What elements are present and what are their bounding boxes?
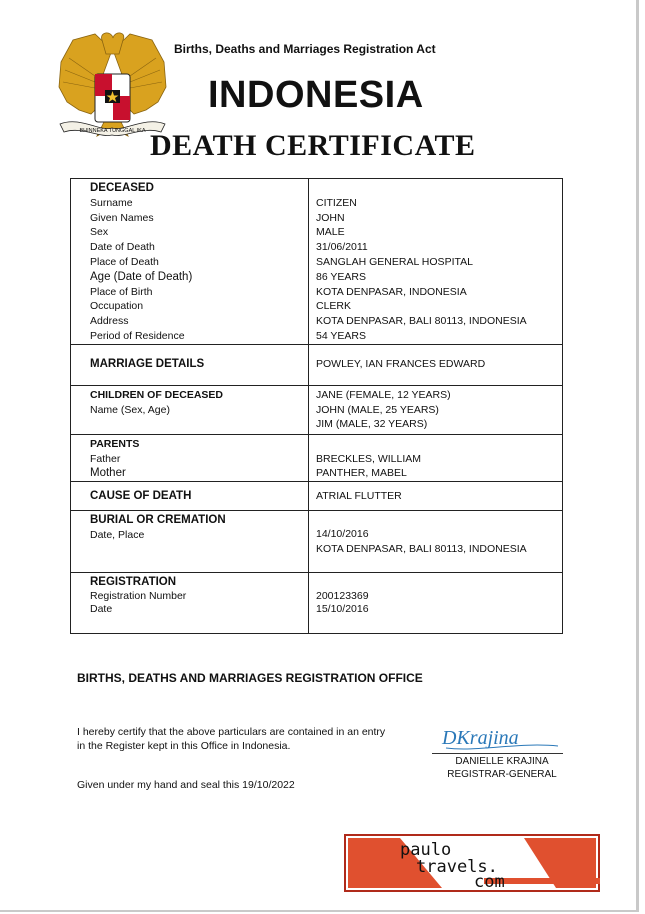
registrar-signature (438, 722, 563, 756)
paulo-travels-watermark (344, 834, 600, 892)
deceased-heading: DECEASED (90, 182, 154, 194)
sex-label: Sex (90, 226, 109, 239)
watermark-line-2: travels. (416, 857, 498, 877)
child-2-value: JOHN (MALE, 25 YEARS) (316, 403, 439, 416)
burial-place-value: KOTA DENPASAR, BALI 80113, INDONESIA (316, 542, 527, 555)
act-title: Births, Deaths and Marriages Registration Act (174, 42, 436, 56)
deceased-section (71, 179, 563, 345)
surname-label: Surname (90, 196, 133, 209)
signature-line (432, 753, 563, 754)
place-of-death-label: Place of Death (90, 255, 159, 268)
watermark-line-3: com (474, 872, 505, 892)
registrar-title: REGISTRAR-GENERAL (447, 769, 557, 780)
cause-value: ATRIAL FLUTTER (316, 489, 402, 502)
father-value: BRECKLES, WILLIAM (316, 452, 422, 465)
certificate-table (70, 178, 563, 634)
occupation-label: Occupation (90, 300, 144, 313)
age-label: Age (Date of Death) (90, 270, 193, 283)
children-heading: CHILDREN OF DECEASED (90, 388, 224, 401)
marriage-heading: MARRIAGE DETAILS (90, 358, 205, 371)
registrar-name: DANIELLE KRAJINA (455, 756, 549, 767)
date-of-death-value: 31/06/2011 (316, 241, 368, 254)
marriage-section (71, 344, 563, 385)
burial-section (71, 511, 563, 573)
parents-section (71, 434, 563, 481)
children-label: Name (Sex, Age) (90, 403, 170, 416)
child-1-value: JANE (FEMALE, 12 YEARS) (316, 388, 451, 401)
emblem-motto: BHINNEKA TUNGGAL IKA (79, 128, 146, 134)
watermark-line-1: paulo (400, 840, 452, 860)
mother-label: Mother (90, 467, 126, 480)
date-of-death-label: Date of Death (90, 241, 155, 254)
registration-date-value: 15/10/2016 (316, 603, 369, 616)
period-of-residence-value: 54 YEARS (316, 329, 367, 342)
sex-value: MALE (316, 226, 345, 239)
given-names-label: Given Names (90, 211, 154, 224)
registration-heading: REGISTRATION (90, 576, 177, 589)
burial-heading: BURIAL OR CREMATION (90, 514, 226, 527)
registration-date-label: Date (90, 603, 113, 616)
registration-number-value: 200123369 (316, 589, 369, 602)
address-label: Address (90, 315, 129, 328)
certification-line-2: in the Register kept in this Office in Indonesia. (77, 740, 291, 752)
child-3-value: JIM (MALE, 32 YEARS) (316, 418, 428, 431)
burial-date-value: 14/10/2016 (316, 528, 369, 541)
cause-section (71, 482, 563, 511)
registration-office-heading: BIRTHS, DEATHS AND MARRIAGES REGISTRATION OFFICE (77, 671, 423, 685)
document-title: DEATH CERTIFICATE (150, 129, 476, 162)
certification-line-1: I hereby certify that the above particulars are contained in an entry (77, 726, 386, 738)
address-value: KOTA DENPASAR, BALI 80113, INDONESIA (316, 315, 527, 328)
registrar-block (437, 755, 567, 781)
age-value: 86 YEARS (316, 270, 367, 283)
marriage-value: POWLEY, IAN FRANCES EDWARD (316, 358, 486, 371)
place-of-death-value: SANGLAH GENERAL HOSPITAL (316, 255, 473, 268)
given-under-hand: Given under my hand and seal this 19/10/2022 (77, 779, 295, 791)
signature-text: DKrajina (442, 727, 519, 749)
period-of-residence-label: Period of Residence (90, 329, 185, 342)
burial-label: Date, Place (90, 528, 145, 541)
occupation-value: CLERK (316, 300, 352, 313)
registration-number-label: Registration Number (90, 589, 187, 602)
given-names-value: JOHN (316, 211, 345, 224)
cause-heading: CAUSE OF DEATH (90, 489, 192, 502)
father-label: Father (90, 452, 121, 465)
parents-heading: PARENTS (90, 437, 140, 450)
place-of-birth-value: KOTA DENPASAR, INDONESIA (316, 285, 467, 298)
certification-text (77, 725, 427, 753)
mother-value: PANTHER, MABEL (316, 467, 407, 480)
surname-value: CITIZEN (316, 196, 357, 209)
place-of-birth-label: Place of Birth (90, 285, 153, 298)
country-title: INDONESIA (208, 74, 424, 116)
children-section (71, 385, 563, 434)
registration-section (71, 573, 563, 634)
